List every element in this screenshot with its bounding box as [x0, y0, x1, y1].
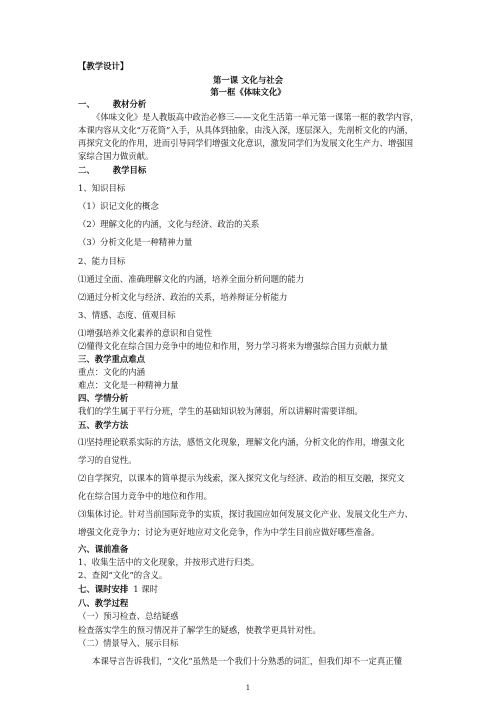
- paragraph-line: 检查落实学生的预习情况并了解学生的疑惑，使教学更具针对性。: [78, 625, 321, 635]
- paragraph-line: ⑵自学探究，以课本的简单提示为线索，深入探究文化与经济、政治的相互交融，探究文: [78, 473, 405, 483]
- document-subtitle: 第一框《体味文化》: [210, 87, 286, 97]
- section-heading-6: 六、课前准备: [78, 544, 129, 554]
- paragraph-line: 增强文化竞争力；讨论为更好地应对文化竞争，作为中学生目前应做好哪些准备。: [78, 527, 380, 537]
- section-heading-1: [78, 98, 146, 110]
- goal-heading: 1、知识目标: [78, 183, 126, 193]
- paragraph-line: 学习的自觉性。: [78, 455, 137, 465]
- goal-item: （3）分析文化是一种精神力量: [78, 237, 193, 247]
- paragraph-line: 再探究文化的作用，进而引导同学们增强文化意识，激发同学们为发展文化生产力、增强国: [78, 138, 413, 148]
- class-hours: 1 课时: [133, 584, 158, 594]
- goal-item: ⑴通过全面、准确理解文化的内涵，培养全面分析问题的能力: [78, 274, 305, 284]
- header-tag: 【教学设计】: [78, 61, 129, 71]
- paragraph-line: 家综合国力做贡献。: [78, 151, 154, 161]
- section-number: 二、: [78, 165, 95, 175]
- section-title: 七、课时安排: [78, 584, 129, 594]
- paragraph-line: 我们的学生属于平行分班，学生的基础知识较为薄弱，所以讲解时需要详细。: [78, 406, 363, 416]
- paragraph-line: ⑶集体讨论。针对当前国际竞争的实质，探讨我国应如何发展文化产业、发展文化生产力、: [78, 509, 413, 519]
- page-number: 1: [245, 684, 251, 692]
- section-heading-3: 三、教学重点难点: [78, 354, 145, 364]
- goal-item: ⑵懂得文化在综合国力竞争中的地位和作用，努力学习将来为增强综合国力贡献力量: [78, 341, 388, 351]
- section-heading-4: 四、学情分析: [78, 393, 129, 403]
- goal-heading: 2、能力目标: [78, 256, 126, 266]
- process-step: （一）预习检查、总结疑惑: [78, 611, 179, 621]
- section-heading-8: 八、教学过程: [78, 598, 129, 608]
- paragraph-line: 化在综合国力竞争中的地位和作用。: [78, 491, 212, 501]
- prep-item: 1、收集生活中的文化现象，并按形式进行归类。: [78, 557, 260, 567]
- paragraph-line: 《体味文化》是人教版高中政治必修三——文化生活第一单元第一课第一框的教学内容，: [92, 112, 419, 122]
- section-title: 教学目标: [112, 165, 147, 175]
- section-heading-5: 五、教学方法: [78, 420, 129, 430]
- section-heading-7: [78, 583, 158, 595]
- key-point: 重点：文化的内涵: [78, 367, 145, 377]
- document-title: 第一课 文化与社会: [213, 75, 283, 85]
- paragraph-line: 本课内容从文化“万花筒”入手，从具体到抽象，由浅入深，逐层深入，先剖析文化的内涵，: [78, 125, 414, 135]
- process-step: （二）情景导入、展示目标: [78, 638, 179, 648]
- goal-item: （1）识记文化的概念: [78, 201, 159, 211]
- section-heading-2: [78, 164, 146, 176]
- goal-item: （2）理解文化的内涵，文化与经济、政治的关系: [78, 219, 260, 229]
- paragraph-line: 本课导言告诉我们，“文化”虽然是一个我们十分熟悉的词汇，但我们却不一定真正懂: [92, 656, 403, 666]
- difficult-point: 难点：文化是一种精神力量: [78, 380, 179, 390]
- goal-heading: 3、情感、态度、值观目标: [78, 310, 176, 320]
- prep-item: 2、查阅“文化”的含义。: [78, 570, 168, 580]
- section-title: 教材分析: [112, 99, 147, 109]
- paragraph-line: ⑴坚持理论联系实际的方法，感悟文化现象，理解文化内涵，分析文化的作用，增强文化: [78, 437, 405, 447]
- goal-item: ⑵通过分析文化与经济、政治的关系，培养辩证分析能力: [78, 292, 288, 302]
- goal-item: ⑴增强培养文化素养的意识和自觉性: [78, 328, 212, 338]
- section-number: 一、: [78, 99, 95, 109]
